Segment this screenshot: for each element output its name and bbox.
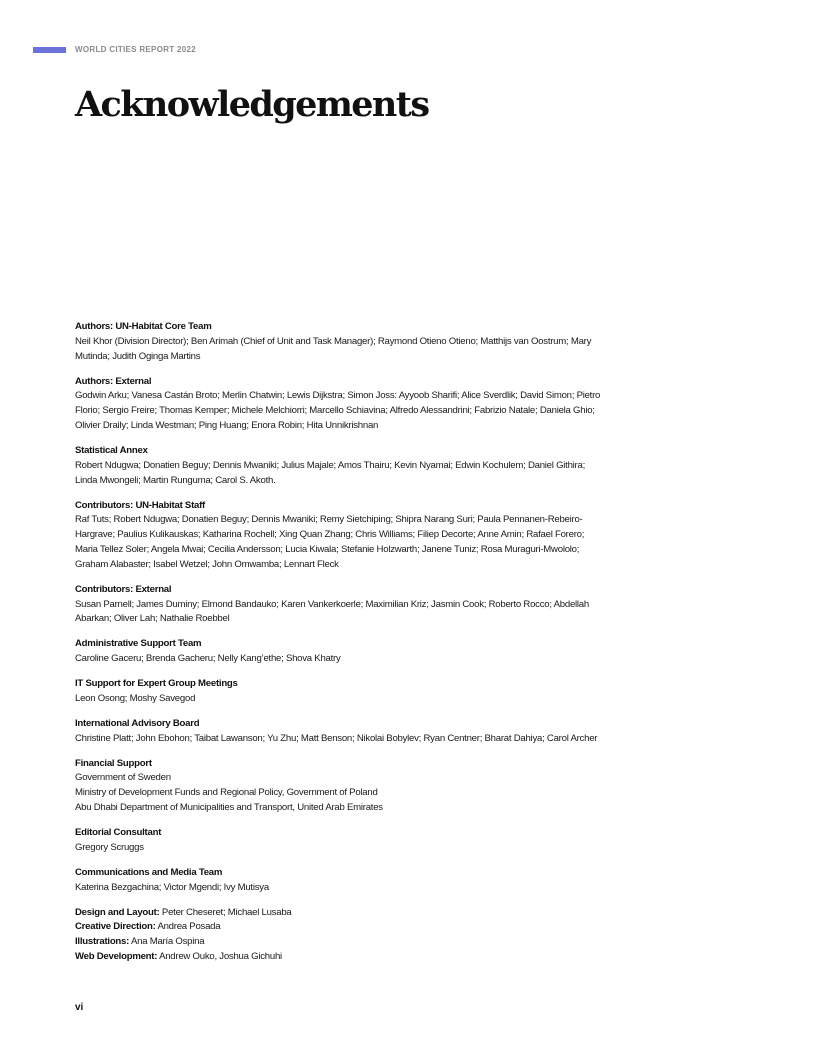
section-heading: IT Support for Expert Group Meetings: [75, 678, 238, 690]
section-body: [75, 513, 635, 572]
section-heading: Authors: External: [75, 375, 152, 387]
section-body: [75, 652, 635, 667]
section-line: Christine Platt; John Ebohon; Taibat Lawanson; Yu Zhu; Matt Benson; Nikolai Bobylev; Ryan Centner; Bharat Dahiya; Carol Archer: [75, 732, 598, 744]
section-heading: Communications and Media Team: [75, 866, 223, 878]
acknowledgement-section: [75, 677, 635, 707]
acknowledgement-section: [75, 866, 635, 896]
credit-label: Creative Direction:: [75, 921, 156, 933]
acknowledgement-section: [75, 583, 635, 627]
section-line: Raf Tuts; Robert Ndugwa; Donatien Beguy; Dennis Mwaniki; Remy Sietchiping; Shipra Narang Suri; Paula Pennanen-Rebeiro-: [75, 514, 583, 526]
section-line: Government of Sweden: [75, 772, 171, 784]
page-title: Acknowledgements: [75, 84, 429, 125]
acknowledgement-section: [75, 375, 635, 434]
credit-line: [75, 950, 635, 965]
section-line: Gregory Scruggs: [75, 841, 144, 853]
section-line: Abu Dhabi Department of Municipalities and Transport, United Arab Emirates: [75, 802, 383, 814]
credit-value: Ana María Ospina: [129, 936, 205, 948]
credit-value: Andrea Posada: [155, 921, 221, 933]
section-line: Olivier Draily; Linda Westman; Ping Huang; Enora Robin; Hita Unnikrishnan: [75, 419, 379, 431]
credit-label: Illustrations:: [75, 936, 130, 948]
section-line: Graham Alabaster; Isabel Wetzel; John Omwamba; Lennart Fleck: [75, 558, 339, 570]
section-line: Godwin Arku; Vanesa Castán Broto; Merlin Chatwin; Lewis Dijkstra; Simon Joss: Ayyoob Sharifi; Alice Sverdlik; David Simon; Pietro: [75, 390, 601, 402]
acknowledgement-section: [75, 717, 635, 747]
section-line: Ministry of Development Funds and Regional Policy, Government of Poland: [75, 787, 378, 799]
section-body: [75, 732, 635, 747]
section-heading: Authors: UN-Habitat Core Team: [75, 321, 212, 332]
section-body: [75, 881, 635, 896]
acknowledgement-section: [75, 637, 635, 667]
credit-value: Andrew Ouko, Joshua Gichuhi: [157, 950, 282, 962]
acknowledgement-section: [75, 444, 635, 488]
section-line: Hargrave; Paulius Kulikauskas; Katharina Rochell; Xing Quan Zhang; Chris Williams; Filiep Decorte; Anne Amin; Rafael Forero;: [75, 529, 585, 541]
page-number: vi: [75, 1002, 84, 1013]
section-body: [75, 459, 635, 489]
section-line: Maria Tellez Soler; Angela Mwai; Cecilia Andersson; Lucia Kiwala; Stefanie Holzwarth; Janene Tuniz; Rosa Muraguri-Mwololo;: [75, 543, 580, 555]
running-header: WORLD CITIES REPORT 2022: [75, 45, 196, 54]
section-heading: Statistical Annex: [75, 444, 148, 456]
section-line: Robert Ndugwa; Donatien Beguy; Dennis Mwaniki; Julius Majale; Amos Thairu; Kevin Nyamai; Edwin Kochulem; Daniel Githira;: [75, 459, 585, 471]
acknowledgements-content: [75, 320, 635, 965]
credit-line: [75, 935, 635, 950]
credit-value: Peter Cheseret; Michael Lusaba: [159, 906, 292, 918]
section-line: Susan Parnell; James Duminy; Elmond Bandauko; Karen Vankerkoerle; Maximilian Kriz; Jasmin Cook; Roberto Rocco; Abdellah: [75, 598, 589, 610]
credit-label: Web Development:: [75, 950, 158, 962]
header-accent-bar: [33, 47, 66, 53]
section-heading: Editorial Consultant: [75, 827, 162, 838]
section-body: [75, 841, 635, 856]
section-line: Katerina Bezgachina; Victor Mgendi; Ivy Mutisya: [75, 881, 269, 893]
credit-line: [75, 920, 635, 935]
acknowledgement-section: [75, 320, 635, 364]
section-line: Mutinda; Judith Oginga Martins: [75, 350, 201, 362]
section-heading: Administrative Support Team: [75, 638, 202, 650]
sections-list: [75, 320, 635, 895]
section-body: [75, 335, 635, 365]
section-line: Florio; Sergio Freire; Thomas Kemper; Michele Melchiorri; Marcello Schiavina; Alfredo Alessandrini; Fabrizio Natale; Daniela Ghio;: [75, 405, 595, 417]
acknowledgement-section: [75, 499, 635, 573]
section-heading: International Advisory Board: [75, 717, 200, 729]
section-heading: Contributors: UN-Habitat Staff: [75, 499, 205, 511]
credits-list: [75, 906, 635, 965]
section-line: Linda Mwongeli; Martin Runguma; Carol S. Akoth.: [75, 474, 276, 486]
section-body: [75, 692, 635, 707]
credit-label: Design and Layout:: [75, 906, 160, 918]
section-heading: Contributors: External: [75, 583, 172, 595]
section-line: Caroline Gaceru; Brenda Gacheru; Nelly Kang’ethe; Shova Khatry: [75, 653, 341, 665]
section-body: [75, 389, 635, 433]
credit-line: [75, 906, 635, 921]
section-line: Leon Osong; Moshy Savegod: [75, 692, 196, 704]
section-heading: Financial Support: [75, 757, 152, 769]
section-body: [75, 771, 635, 815]
section-line: Abarkan; Oliver Lah; Nathalie Roebbel: [75, 613, 230, 625]
acknowledgement-section: [75, 757, 635, 816]
acknowledgement-section: [75, 826, 635, 856]
section-body: [75, 598, 635, 628]
section-line: Neil Khor (Division Director); Ben Arimah (Chief of Unit and Task Manager); Raymond Otieno Otieno; Matthijs van Oostrum; Mary: [75, 335, 592, 347]
